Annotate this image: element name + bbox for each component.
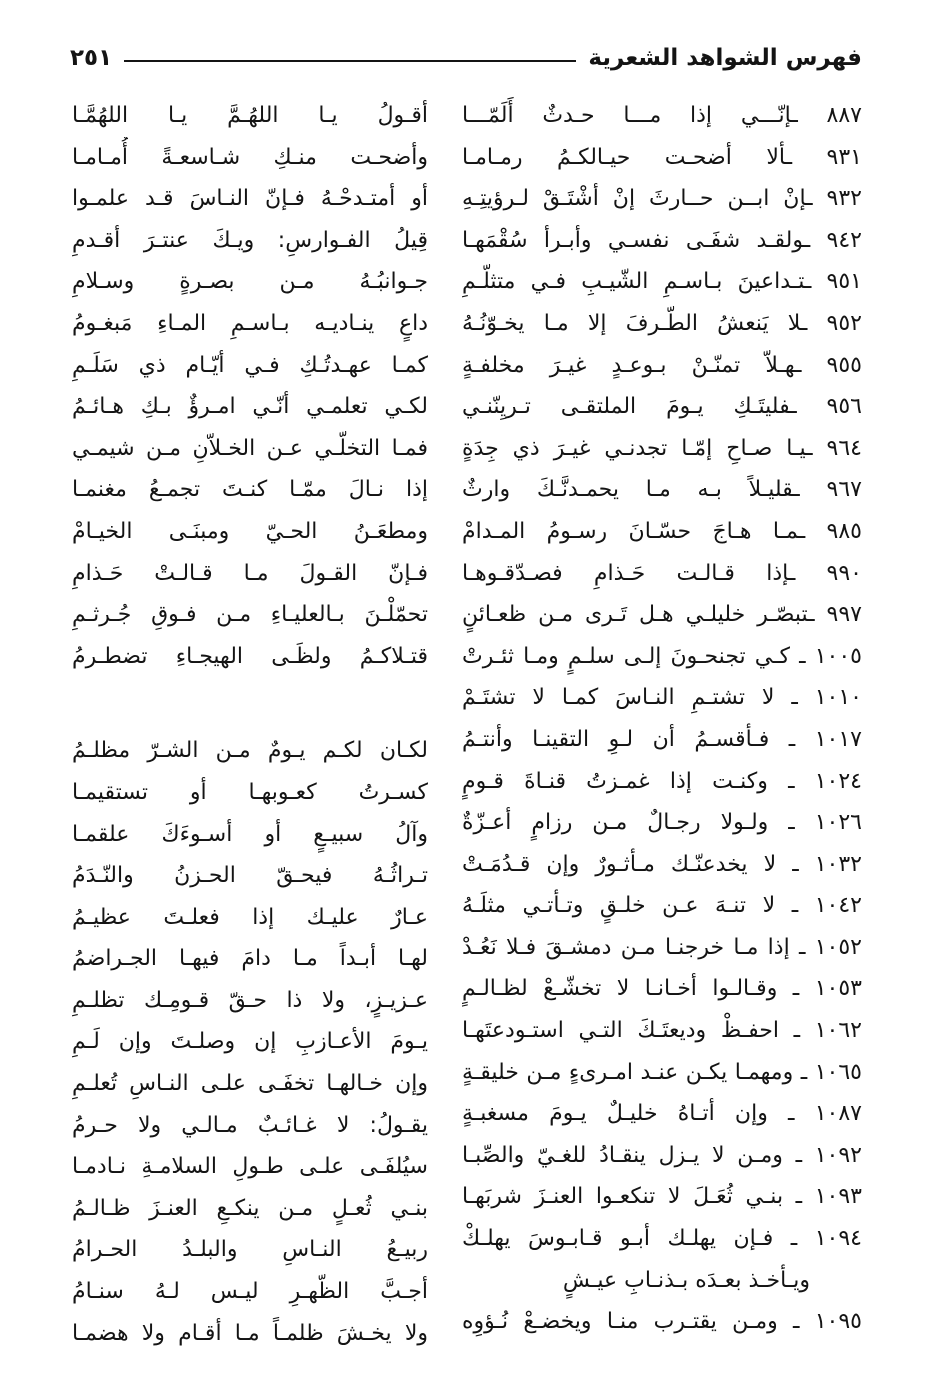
- verse-line: جـوانبُـهُ مـن بصـرةٍ وسـلامِ: [72, 269, 428, 295]
- page-number: ٢٥١: [70, 45, 113, 71]
- verse-line: ١٠٣٢ ـ لا يخدعنّـك مـأثـورٌ وإن قـدُمَـتْ: [462, 851, 862, 877]
- verse-line: يـومَ الأعـازبِ إن وصلـتَ وإن لَـمِ: [72, 1029, 428, 1055]
- verse-line: ٩٥٦ ـفليتَـكِ يـومَ الملتقـى تـريِنّنـي: [462, 394, 862, 420]
- verse-line: ١٠٦٢ ـ احفـظْ وديعتَـكَ التـي استـودعتَهـا: [462, 1018, 862, 1044]
- verse-line: قتـلاكـمُ ولظَـى الهيجـاءِ تضطـرمُ: [72, 643, 428, 669]
- verse-line: ومطعَـنُ الحـيّ ومبنَـى الخيـامْ: [72, 518, 428, 544]
- header-rule: [124, 60, 576, 62]
- verse-line: فمـا التخلّـي عـن الخـلاّنِ مـن شيمـي: [72, 435, 428, 461]
- verse-line: ١٠٢٦ ـ ولـولا رجـالٌ مـن رزامٍ أعـزّةٌ: [462, 810, 862, 836]
- verse-line: وإن خـالهـا تخفَـى علـى النـاسِ تُعلـمِ: [72, 1071, 428, 1097]
- verse-line: ٩٩٠ ـإذا قـالـت حَـذامِ فصـدّقـوهـا: [462, 560, 862, 586]
- verse-line: ١٠٢٤ ـ وكنـت إذا غمـزتُ قنـاةَ قـومٍ: [462, 768, 862, 794]
- verse-line: ٩٨٥ ـمـا هـاجَ حسّـانَ رسـومُ المـدامْ: [462, 518, 862, 544]
- verse-line: ولا يخـشَ ظلمـاً مـا أقـام ولا هضمـا: [72, 1320, 428, 1346]
- right-column: [462, 95, 862, 1343]
- verse-line: ٩٥١ ـتـداعينَ بـاسـمِ الشّيـبِ فـي متثلّـمِ: [462, 269, 862, 295]
- verse-line: وآلُ سبيـعٍ أو أسـوءَكَ علقمـا: [72, 821, 428, 847]
- verse-line: ٩٣١ ـألا أضحـت حيـالكـمُ رمـامـا: [462, 144, 862, 170]
- verse-line: ١٠٠٥ ـ كـي تجنحـونَ إلـى سلـمٍ ومـا ثئـرتْ: [462, 643, 862, 669]
- verse-line: ٩٦٤ ـيـا صـاحِ إمّـا تجدنـي غيـرَ ذي جِدَةٍ: [462, 435, 862, 461]
- verse-line: سيُلفَـى علـى طـولِ السلامـةِ نـادمـا: [72, 1154, 428, 1180]
- verse-line: أقـولُ يـا اللهُـمَّ يـا اللهُمَّـا: [72, 103, 428, 128]
- verse-line: ٩٤٢ ـولقـد شفَـى نفسـي وأبـرأ سُقْمَهـا: [462, 227, 862, 253]
- verse-line: إذا نـالَ ممّـا كنـتَ تجمـعُ مغنمـا: [72, 477, 428, 503]
- verse-line: عـارٌ عليـك إذا فعلـتَ عظيـمُ: [72, 904, 428, 930]
- verse-line: ٩٥٢ ـلا يَنعشُ الطّـرفَ إلا مـا يخـوّنُـهُ: [462, 310, 862, 336]
- verse-line: ١٠٩٣ ـ بنـي ثُعَـلَ لا تنكعـوا العنـزَ شربَهـا: [462, 1184, 862, 1210]
- verse-line: يقـولُ: لا غـائـبٌ مـالـي ولا حـرمُ: [72, 1112, 428, 1138]
- verse-line: ١٠١٠ ـ لا تشتـمِ النـاسَ كمـا لا تشتَـمْ: [462, 685, 862, 711]
- verse-line: ربيـعُ النـاسِ والبلـدُ الحـرامُ: [72, 1237, 428, 1263]
- column-gap: [72, 677, 428, 730]
- verse-line: تحمّلْـنَ بـالعليـاءِ مـن فـوقِ جُـرثـمِ: [72, 602, 428, 628]
- verse-line: لكـي تعلمـي أنّـي امـرؤٌ بـكِ هـائـمُ: [72, 394, 428, 420]
- verse-line: ١٠٩٤ ـ فـإن يهلـك أبـو قـابـوسَ يهلـكْ: [462, 1226, 862, 1252]
- verse-line: بنـي ثُعـلٍ مـن ينكـعِ العنـزَ ظـالـمُ: [72, 1195, 428, 1221]
- verse-line: ١٠٥٣ ـ وقـالـوا أخـانـا لا تخشّـعْ لظـالـمٍ: [462, 976, 862, 1002]
- verse-line: ٩٥٥ ـهـلاّ تمنّـنْ بـوعـدٍ غيـرَ مخلفـةٍ: [462, 352, 862, 378]
- verse-line: ١٠٩٥ ـ ومـن يقتـرب منـا ويخضـعْ نُـؤوِه: [462, 1309, 862, 1335]
- left-column: [72, 95, 428, 1354]
- verse-line: لهـا أبـداً مـا دامَ فيهـا الجـراضمُ: [72, 946, 428, 972]
- page-header: [70, 40, 862, 76]
- verse-line: عـزيـزٍ، ولا ذا حـقّ قـومِـك تظلـمِ: [72, 987, 428, 1013]
- verse-line: ٩٦٧ ـقليـلاً بـه مـا يحمـدنَّـكَ وارثٌ: [462, 477, 862, 503]
- verse-line: وأضحـت منـكِ شـاسعـةً أُمـامـا: [72, 144, 428, 170]
- verse-line: فـإنّ القـولَ مـا قـالـتْ حَـذامِ: [72, 560, 428, 586]
- verse-line: أو أمتـدحْـهُ فـإنّ النـاسَ قـد علمـوا: [72, 186, 428, 212]
- verse-line: ١٠٦٥ ـ ومهمـا يكـن عنـد امـرىءٍ مـن خليقـةٍ: [462, 1059, 862, 1085]
- verse-line: تـراثُـهُ فيحـقّ الحـزنُ والنّـدَمُ: [72, 863, 428, 889]
- verse-line: ١٠٤٢ ـ لا تنـهَ عـن خلـقٍ وتـأتـي مثلَـهُ: [462, 893, 862, 919]
- verse-line: ١٠٥٢ ـ إذا مـا خرجنـا مـن دمشـقَ فـلا نَعُـدْ: [462, 934, 862, 960]
- verse-line: ٩٩٧ ـتبصّـر خليلـي هـل تَـرى مـن ظعـائنٍ: [462, 602, 862, 628]
- verse-line: داعٍ ينـاديـه بـاسـمِ المـاءِ مَبغـومُ: [72, 310, 428, 336]
- verse-line: كمـا عهـدتُـكِ فـي أيّـام ذي سَلَـمِ: [72, 352, 428, 378]
- verse-line: قِيلُ الفـوارسِ: ويـكَ عنتـرَ أقـدمِ: [72, 227, 428, 253]
- verse-line: ٩٣٢ ـإنْ ابــن حــارثَ إنْ أشْتَـقْ لـرؤيتِـهِ: [462, 186, 862, 212]
- verse-line: أجـبَّ الظّهـرِ ليـس لـهُ سنـامُ: [72, 1279, 428, 1305]
- verse-line: ٨٨٧ ـإنّـــي إذا مـــا حـدثٌ أَلَمّـــا: [462, 103, 862, 128]
- verse-line: ١٠٩٢ ـ ومـن لا يـزل ينقـادُ للغـيّ والصِّبـا: [462, 1142, 862, 1168]
- header-title: فهرس الشواهد الشعرية: [588, 45, 862, 71]
- verse-line: ١٠٨٧ ـ وإن أتـاهُ خليـلٌ يـومَ مسغبـةٍ: [462, 1101, 862, 1127]
- verse-line: لكـان لكـم يـومٌ مـن الشـرّ مظلـمُ: [72, 738, 428, 764]
- verse-line-continuation: ويـأخـذ بعـدَه بـذنـابِ عيـشٍ: [562, 1267, 810, 1293]
- verse-line: ١٠١٧ ـ فـأقسـمُ أن لـوِ التقينـا وأنتـمُ: [462, 726, 862, 752]
- verse-line: كسـرتُ كعـوبهـا أو تستقيمـا: [72, 779, 428, 805]
